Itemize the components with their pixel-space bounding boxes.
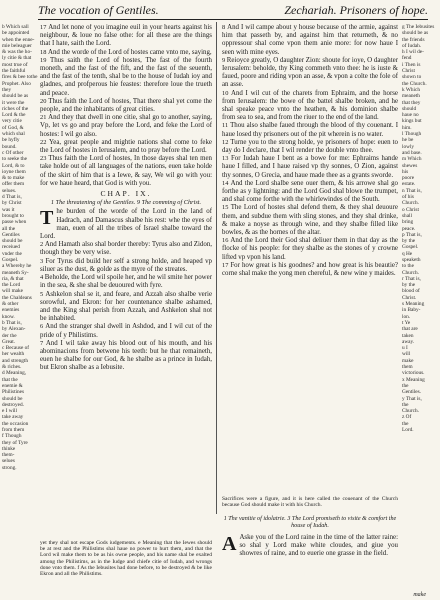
verse bbox=[40, 49, 212, 57]
verse bbox=[40, 241, 212, 257]
marginal-note-line: r That is, bbox=[402, 275, 421, 282]
footnotes-right: Sacrifices were a figure, and it is here called the couenant of the Church because God should make it with his Church. bbox=[222, 496, 398, 509]
marginal-note-line: ria, & that bbox=[2, 275, 24, 282]
marginal-note-line: most true of bbox=[2, 61, 28, 68]
marginal-note-line: bring bbox=[402, 219, 414, 226]
marginal-note-line: Gentiles bbox=[2, 231, 20, 238]
marginal-note-line: the faithful bbox=[2, 68, 26, 75]
chapter-10-text bbox=[222, 534, 398, 594]
marginal-note-line: poore bbox=[402, 175, 415, 182]
marginal-note-line: ly citie & that bbox=[2, 55, 32, 62]
marginal-note-line: a Whereby he bbox=[2, 263, 32, 270]
marginal-note-line: & other bbox=[2, 301, 19, 308]
verse bbox=[40, 323, 212, 339]
verse-number: 7 bbox=[40, 339, 46, 347]
verse-text: And let none of you imagine euil in your hearts against his neighbour, & loue no false othe: for all these are the things that I hate, saith the Lord. bbox=[40, 24, 212, 48]
marginal-note-line: fend bbox=[402, 55, 412, 62]
verse bbox=[222, 139, 398, 155]
marginal-note-line: c Of other bbox=[2, 149, 24, 156]
verse-number: 15 bbox=[222, 204, 231, 212]
marginal-note-line: b That is, bbox=[2, 319, 22, 326]
marginal-note-line: m Which bbox=[402, 156, 422, 163]
marginal-note-line: that are bbox=[402, 326, 418, 333]
marginal-note-line: shown to bbox=[402, 74, 422, 81]
verse-text: Turne you to the strong holde, ye prisoners of hope: euen to day do I declare, that I wil render the double vnto thee. bbox=[222, 138, 398, 155]
verse-number: 18 bbox=[40, 48, 48, 56]
marginal-note-line: & was the ho- bbox=[2, 49, 32, 56]
verse-text: For how great is his goodnes? and how great is his beautie? corne shal make the yong men chereful, & new wine y maides. bbox=[222, 261, 398, 278]
verse bbox=[222, 237, 398, 262]
marginal-note-line: fires & bee tothe bbox=[2, 74, 38, 81]
verse-text: For Tyrus did build her self a strong holde, and heaped vp siluer as the dust, & golde as the myre of the streates. bbox=[40, 257, 212, 273]
marginal-note-line: n That is, bbox=[402, 187, 422, 194]
verse-number: 5 bbox=[40, 290, 46, 298]
verse-number: 6 bbox=[40, 323, 46, 331]
verse bbox=[40, 291, 212, 324]
verse bbox=[40, 57, 212, 98]
marginal-note-line: him. bbox=[402, 124, 412, 131]
marginal-note-line: y That is, bbox=[402, 395, 422, 402]
drop-capital: T bbox=[40, 207, 54, 230]
verse bbox=[40, 274, 212, 290]
marginal-note-line: & to make bbox=[2, 175, 25, 182]
marginal-note-line: to seeke the bbox=[2, 156, 28, 163]
marginal-note-line: Philistines bbox=[2, 389, 25, 396]
verse-text: And the worde of the Lord of hostes came vnto me, saying, bbox=[48, 48, 212, 56]
verse-text: And I wil cut of the charets from Ephraim, and the horse from Ierusalem: the bowe of the battel shalbe broken, and he shal speake peace vnto the heathen, & his dominion shalbe from sea to sea, and from the riuer to the end of the land. bbox=[222, 89, 398, 122]
marginal-note-line: be hyfly bbox=[2, 137, 20, 144]
marginal-note-line: speaketh bbox=[402, 256, 421, 263]
marginal-note-line: by Alexan- bbox=[2, 326, 26, 333]
verse bbox=[222, 90, 398, 123]
marginal-note-line: and strength bbox=[2, 357, 29, 364]
marginal-note-line: brought to bbox=[2, 212, 24, 219]
marginal-note-line: his bbox=[402, 168, 409, 175]
verse-text: he burden of the worde of the Lord in the land of Hadrach, and Damascus shalbe his rest: whe the eyes of man, euen of all the tribes of Israel shalbe toward the Lord. bbox=[40, 208, 212, 241]
verse-number: 20 bbox=[40, 97, 49, 105]
verse-text: And the Lord their God shal deliuer them in that day as the flocke of his people: for they shalbe as the stones of y crowne lifted vp vpon his land. bbox=[222, 237, 398, 261]
marginal-note-line: should be as bbox=[402, 30, 429, 37]
verse-number: 4 bbox=[40, 274, 45, 282]
header-rule bbox=[38, 19, 428, 20]
verse-number: 12 bbox=[222, 138, 231, 146]
marginal-note-line: d Meaning, bbox=[2, 370, 27, 377]
verse-text: Reioyce greatly, O daughter Zion: shoute for ioye, O daughter Ierusalem: beholde, thy King commeth vnto thee: he is iuste & faued, poore and riding vpon an asse, & vpon a colte the fole of an asse. bbox=[222, 56, 398, 89]
verse bbox=[222, 57, 398, 90]
marginal-note-line: riches of the bbox=[2, 105, 29, 112]
marginal-note-line: very citie bbox=[2, 118, 22, 125]
marginal-note-line: the Chaldeans bbox=[2, 294, 32, 301]
marginal-note-line: the Church. bbox=[402, 80, 427, 87]
marginal-note-line: take away bbox=[2, 414, 24, 421]
verse-number: 2 bbox=[40, 241, 45, 249]
marginal-note-line: when the enne- bbox=[2, 36, 35, 43]
chapter-summary: 1 The threatening of the Gentiles. 9 The comming of Christ. bbox=[50, 199, 202, 207]
marginal-note-line: will bbox=[402, 351, 411, 358]
chapter-heading: CHAP. IX. bbox=[100, 189, 152, 199]
marginal-note-line: shall bbox=[402, 212, 413, 219]
marginal-note-line: the bbox=[402, 382, 409, 389]
marginal-note-line: which shal bbox=[2, 131, 25, 138]
verse bbox=[222, 262, 398, 278]
marginal-note-line: to the bbox=[402, 263, 414, 270]
marginal-note-line: l Though bbox=[402, 131, 422, 138]
running-title-right: Zechariah. Prisoners of hope. bbox=[284, 3, 428, 17]
verse bbox=[40, 139, 212, 155]
marginal-note-line: by the bbox=[402, 282, 416, 289]
marginal-note-line: of God, & bbox=[2, 124, 24, 131]
marginal-note-line: Christ bbox=[402, 68, 415, 75]
marginal-note-line: p That is, bbox=[402, 231, 422, 238]
marginal-note-line: thinke bbox=[2, 445, 16, 452]
marginal-note-line: Lord & the bbox=[2, 112, 26, 119]
marginal-note-line: & riches. bbox=[2, 364, 22, 371]
verse-text: Thus faith the Lord of hostes, That there shal yet come the people, and the inhabitants of great cities. bbox=[40, 97, 212, 114]
marginal-note-line: bound. bbox=[2, 143, 17, 150]
marginal-note-line: Gospel. bbox=[402, 244, 419, 251]
marginal-note-line: i Then is bbox=[402, 61, 421, 68]
marginal-note-line: taken bbox=[402, 332, 414, 339]
verse bbox=[222, 122, 398, 138]
verse bbox=[40, 258, 212, 274]
text-column-right bbox=[222, 24, 398, 514]
verse-number: 21 bbox=[40, 114, 49, 122]
verse bbox=[222, 180, 398, 205]
verse-number: 14 bbox=[222, 179, 231, 187]
marginal-note-line: estate. bbox=[402, 181, 416, 188]
marginal-note-line: der the bbox=[2, 332, 17, 339]
marginal-note-line: the bbox=[402, 401, 409, 408]
marginal-note-line: Church. bbox=[402, 408, 419, 415]
verse-number: 10 bbox=[222, 89, 231, 97]
marginal-note-line: Church. bbox=[402, 269, 419, 276]
verse bbox=[222, 155, 398, 180]
marginal-note-line: the friends bbox=[402, 36, 425, 43]
marginal-note-line: will make bbox=[2, 288, 24, 295]
marginal-note-line: Church. bbox=[402, 200, 419, 207]
marginal-note-line: f Though bbox=[2, 433, 22, 440]
verse-number: 17 bbox=[40, 24, 49, 31]
verse-number: 3 bbox=[40, 257, 46, 265]
marginal-note-line: victorious. bbox=[402, 370, 425, 377]
marginal-note-line: Prophet. Also they bbox=[2, 80, 31, 93]
marginal-note-line: g The Iebusites bbox=[402, 24, 435, 30]
marginal-note-line: should be as bbox=[2, 93, 29, 100]
verse-text: Thus faith the Lord of hostes, In those dayes shal ten men take holde out of all languages of the nations, euen take holde of the skirt of him that is a Iewe, & say, We wil go with you: for we haue heard, that God is with you. bbox=[40, 155, 212, 187]
marginal-note-line: them bbox=[402, 364, 413, 371]
marginal-note-line: z Of bbox=[402, 414, 412, 421]
marginal-note-line: s Meaning bbox=[402, 301, 425, 308]
marginal-note-line: strong. bbox=[2, 464, 17, 471]
text-column-left bbox=[40, 24, 212, 536]
marginal-note-line: was it bbox=[2, 206, 15, 213]
verse bbox=[222, 24, 398, 57]
verse-text: And I wil take away his blood out of his mouth, and his abominacions from betwene his teeth: but he that remaineth, euen he shalbe for our God, & he shalbe as a prince in Iudah, but Ekron shalbe as a Iebusite. bbox=[40, 339, 212, 372]
marginal-note-line: enemies bbox=[2, 307, 20, 314]
marginal-note-line: Gentiles. bbox=[402, 389, 421, 396]
marginal-note-line: from them bbox=[2, 427, 25, 433]
marginal-note-line: e I will bbox=[2, 408, 18, 415]
marginal-note-line: h I wil de- bbox=[402, 49, 424, 56]
marginal-note-line: b Which sall bbox=[2, 24, 29, 30]
marginal-note-line: Gospel. bbox=[2, 256, 19, 263]
marginal-note-line: that they bbox=[402, 99, 421, 106]
marginal-note-line: lowly bbox=[402, 143, 415, 150]
verse-text: And I wil campe about y house because of the armie, against him that passeth by, and against him that returneth, & no oppressour shal come vpon them anie more: for now haue I seen with mine eyes. bbox=[222, 24, 398, 56]
verse-number: 16 bbox=[222, 237, 231, 245]
marginal-note-line: Christ. bbox=[402, 294, 417, 301]
verse-text: And Hamath also shal border thereby: Tyrus also and Zidon, though they be very wise. bbox=[40, 241, 212, 257]
page-header bbox=[38, 3, 428, 19]
marginal-note-line: he be bbox=[402, 137, 414, 144]
marginal-note-line: by the bbox=[402, 238, 416, 245]
marginal-note-line: in Baby- bbox=[402, 307, 421, 314]
marginal-note-line: offer them bbox=[2, 181, 25, 188]
marginal-note-line: make bbox=[402, 357, 414, 364]
marginal-note-line: away. bbox=[402, 338, 415, 345]
verse-text: Beholde, the Lord wil spoile her, and he wil smite her power in the sea, & she shal be deuoured with fyre. bbox=[40, 274, 212, 290]
marginal-note-line: meaneth bbox=[402, 93, 420, 100]
marginal-note-line: selues. bbox=[2, 187, 17, 194]
verse-text: For Iudah haue I bent as a bowe for me: Ephraims hande haue I filled, and I haue raised vp thy sonnes, O Zion, against thy sonnes, O Grecia, and haue made thee as a gyants sworde. bbox=[222, 155, 398, 179]
chapter-10-summary: 1 The vanitie of idolatrie. 3 The Lord promiseth to visite & comfort the house of Iudah. bbox=[223, 516, 397, 530]
marginal-note-line: passe when bbox=[2, 219, 27, 226]
marginal-note-line: q He bbox=[402, 250, 413, 257]
marginal-note-line: meaneth Sy- bbox=[2, 269, 29, 276]
verse bbox=[40, 340, 212, 373]
marginal-note-line: u I bbox=[402, 345, 408, 352]
marginal-note-line: by Christ bbox=[2, 200, 22, 207]
verse bbox=[40, 208, 212, 241]
marginal-note-line: that the bbox=[2, 376, 18, 383]
marginal-note-line: Lord. bbox=[402, 427, 414, 433]
marginal-note-line: peace. bbox=[402, 225, 416, 232]
verse-text: And the stranger shal dwell in Ashdod, and I wil cut of the pride of y Philistims. bbox=[40, 323, 212, 339]
column-divider bbox=[216, 22, 217, 514]
verse-text: And the Lord shalbe sene ouer them, & his arrowe shal go forthe as y lightning: and the Lord God shal blowe the trumpet, and shal come forthe with the whirlewindes of the South. bbox=[222, 179, 398, 204]
running-title-left: The vocation of Gentiles. bbox=[38, 3, 159, 17]
marginal-note-line: her wealth bbox=[2, 351, 25, 358]
marginal-note-line: blood of bbox=[402, 288, 420, 295]
verse-text: And they that dwell in one citie, shal go to another, saying, Vp, let vs go and pray before the Lord, and feke the Lord of hostes: I wil go also. bbox=[40, 114, 212, 138]
marginal-note-line: enemie & bbox=[2, 382, 23, 389]
catchword: make bbox=[413, 592, 426, 598]
verse-number: 8 bbox=[222, 24, 228, 31]
verse-number: 13 bbox=[222, 155, 231, 163]
marginal-note-line: the occasion bbox=[2, 420, 29, 427]
marginal-note-line: x Meaning bbox=[402, 376, 425, 383]
marginal-note-line: selues bbox=[2, 458, 15, 465]
marginal-note-line: o Christ bbox=[402, 206, 419, 213]
verse-number: 17 bbox=[222, 261, 231, 269]
verse-text: Ashkelon shal se it, and feare, and Azzah also shalbe verie sorowful, and Ekron: for her countenance shalbe ashamed, and the King shal perish from Azzah, and Ashkelon shal not be inhabited. bbox=[40, 290, 212, 323]
verse bbox=[222, 204, 398, 237]
verse bbox=[40, 155, 212, 188]
marginal-note-line: know. bbox=[2, 313, 15, 320]
marginal-note-line: and base. bbox=[402, 149, 422, 156]
marginal-note-line: of Iudah. bbox=[402, 42, 422, 49]
marginal-note-line: should be bbox=[2, 238, 23, 245]
marginal-note-line: the bbox=[402, 420, 409, 427]
verse-text: The Lord of hostes shal defend them, & they shal deuoure them, and subdue them with sling stones, and they shal drinke, & make a noyse as through wine, and they shalbe filled like bowles, & as the hornes of the altar. bbox=[222, 204, 398, 237]
verse bbox=[40, 114, 212, 139]
marginal-note-line: lon. bbox=[402, 313, 411, 320]
marginal-note-line: them- bbox=[2, 452, 15, 459]
marginal-note-line: haue no bbox=[402, 112, 419, 119]
marginal-note-line: of his bbox=[402, 194, 414, 201]
verse bbox=[40, 24, 212, 49]
verse-text: Thou also shalbe faued through the blood of thy couenant. I haue losed thy prisoners out of the pit wherein is no water. bbox=[222, 122, 398, 138]
verse-text: Thus saith the Lord of hostes, The fast of the fourth moneth, and the fast of the fift, and the fast of the seuenth, and the fast of the tenth, shal be to the house of Iudah ioy and gladnes, and profperous hie feastes: therefore loue the trueth and peace. bbox=[40, 56, 212, 97]
marginal-note-line: Lord, & to bbox=[2, 162, 25, 169]
marginal-note-line: all the bbox=[2, 225, 16, 232]
verse-number: 19 bbox=[40, 56, 50, 64]
marginal-note-line: ioyne them bbox=[2, 168, 26, 175]
marginal-note-line: Great. bbox=[2, 338, 16, 345]
marginal-note-line: they of Tyre bbox=[2, 439, 28, 446]
verse bbox=[40, 98, 212, 114]
verse-number: 9 bbox=[222, 56, 227, 64]
verse-number: 22 bbox=[40, 138, 49, 146]
marginal-note-line: t Ye bbox=[402, 319, 411, 326]
marginal-note-line: be appointed bbox=[2, 30, 30, 37]
marginal-note-line: mie beleaguer bbox=[2, 42, 32, 49]
marginal-note-line: kings but bbox=[402, 118, 422, 125]
marginal-note-line: should bbox=[402, 105, 417, 112]
verses-chapter-9 bbox=[40, 208, 212, 372]
marginal-note-line: c Because of bbox=[2, 345, 30, 352]
marginal-note-line: receiued bbox=[2, 244, 20, 251]
right-marginal-notes bbox=[402, 24, 440, 519]
verse-number: 23 bbox=[40, 155, 49, 163]
marginal-note-line: the Lord bbox=[2, 282, 21, 289]
verse-number: 11 bbox=[222, 122, 231, 130]
marginal-note-line: shewes bbox=[402, 162, 418, 169]
marginal-note-line: should be bbox=[2, 395, 23, 402]
verse-text: Yea, great people and mightie nations shal come to feke the Lord of hostes in Ierusalem, and to pray before the Lord. bbox=[40, 138, 212, 155]
verses-chapter-8-end bbox=[40, 24, 212, 188]
marginal-note-line: it were the bbox=[2, 99, 25, 106]
chapter-10-verse-1: Aske you of the Lord raine in the time of the latter raine: so shal y Lord make white cloudes, and giue you showres of raine, and to euerie one grasse in the field. bbox=[239, 534, 398, 558]
marginal-note-line: k Which bbox=[402, 86, 420, 93]
drop-capital: A bbox=[222, 534, 237, 555]
footnotes-left: yet they shal not escape Gods iudgements. e Meaning that the Iewes should be at rest and the Philistims shal haue no power to hurt them, and that the Lord wil make them to be as his owne people, and his name shal be exalted among the Philistims, as in the Iudge and chiefe citie of Iudah, and wrongs done vnto them. f As the Iebusites had done before, to be destroyed & be like Ekron and all the Philistims. bbox=[40, 540, 212, 578]
marginal-note-line: vnder the bbox=[2, 250, 22, 257]
marginal-note-line: d That is, bbox=[2, 194, 22, 201]
marginal-note-line: destroyed. bbox=[2, 401, 24, 408]
left-marginal-notes bbox=[2, 24, 38, 529]
